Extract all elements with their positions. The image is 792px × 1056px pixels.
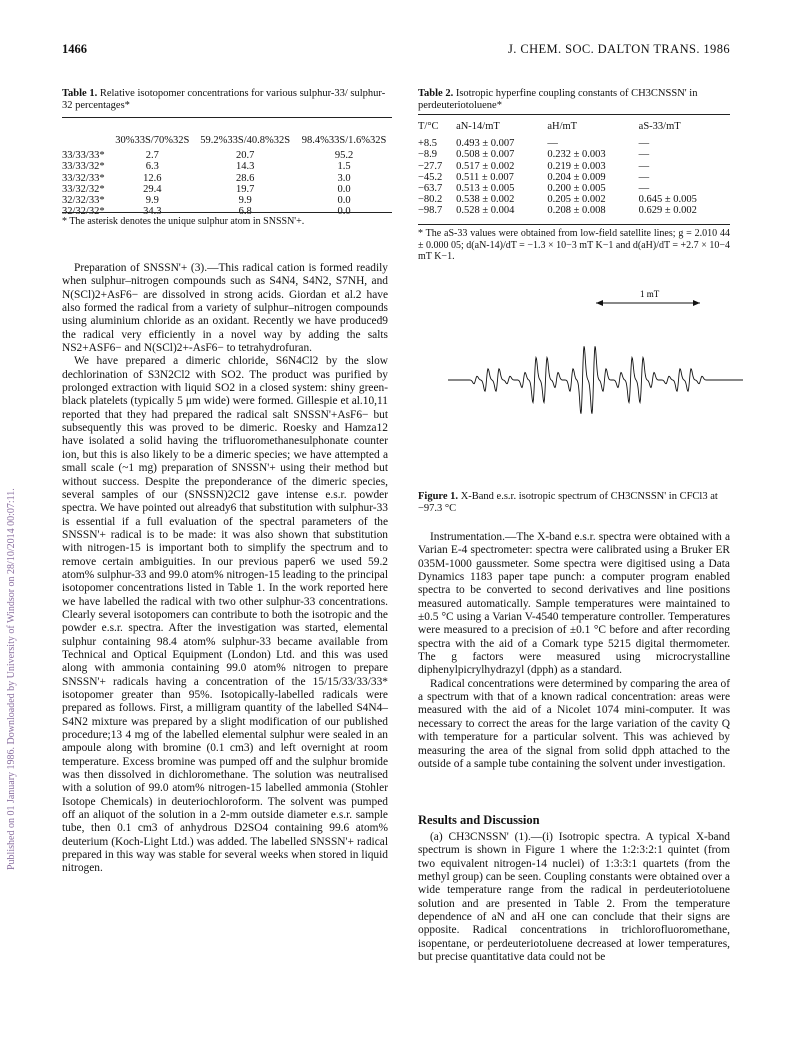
scale-bar-label: 1 mT [640, 289, 660, 299]
table2-cell: 0.538 ± 0.002 [456, 194, 515, 206]
table2-cell: −8.9 [418, 149, 438, 161]
table1-cell: 12.6 [143, 172, 162, 184]
table2-cell: −27.7 [418, 160, 443, 172]
table1-cell: 28.6 [235, 172, 255, 184]
table2-col-header: T/°C [418, 121, 439, 132]
table1-cell: 34.3 [143, 206, 162, 218]
table2-row [418, 205, 730, 216]
table1-cell: 9.9 [145, 195, 159, 207]
table1-cell: 0.0 [337, 183, 351, 195]
table1-col-header: 59.2%33S/40.8%32S [200, 135, 291, 146]
table2-row [418, 161, 730, 172]
download-notice-text: Published on 01 January 1986. Downloaded by University of Windsor on 28/10/2014 00:07:11. [6, 488, 17, 870]
table2-rule-top [418, 114, 730, 115]
dimeric-paragraph: We have prepared a dimeric chloride, S6N4Cl2 by the slow dechlorination of S3N2Cl2 with SO2. The product was purified by prolonged extraction with liquid SO2 in a closed system: shiny green-black platelets (typically 5 μm wide) were formed. Gillespie et al.10,11 reported that they had prepared the radical salt SNSSN'+AsF6− but subsequently this was proved to be dimeric. Roesky and Hamza12 have isolated a solid having the trifluoromethanesulphonate counter ion, but this is also likely to be a dimeric species; we have attempted a small scale (~1 mg) preparation of SNSSN'+ using their method but without success. Despite the preponderance of the dimeric species, several samples of our (SNSSN)2Cl2 gave intense e.s.r. powder spectra. We have pointed out already6 that substitution with sulphur-33 is essential if a full evaluation of the spectral parameters of the SNSSN'+ radical is to be made: it was also shown that substitution with nitrogen-15 is important both to simplify the spectrum and to remove certain ambiguities. In our previous paper6 we used 59.2 atom% sulphur-33 and 99.0 atom% nitrogen-15 leading to the principal isotopomer concentrations listed in Table 1. In the work reported here we have labelled the radical with two other sulphur-33 concentrations. Clearly several isotopomers can contribute to both the isotropic and the powder e.s.r. spectra. After the investigation was started, elemental sulphur containing 98.4 atom% sulphur-33 became available from Technical and Optical Equipment (London) Ltd. and this was used along with ammonia containing 99.0 atom% nitrogen to prepare SNSSN'+ radicals having a concentration of the 15/15/33/33/33* isotopomer greater than 95%. Isotopically-labelled radicals were prepared as follows. First, a milligram quantity of the labelled S4N4–S4N2 mixture was prepared by a slight modification of our published procedure;13 4 mg of the labelled elemental sulphur were sealed in an ampoule along with bromine (0.1 cm3) and left overnight at room temperature. Excess bromine was pumped off and the sulphur bromide was then dissolved in dichloromethane. The solution was neutralised with a solution of 99.0 atom% nitrogen-15 labelled ammonia (Stohler Isotope Chemicals) in deuteriochloroform. The solvent was pumped off an aliquot of the solution in a 2-mm outside diameter e.s.r. sample tube, then 0.1 cm3 of anhydrous D2SO4 containing 99.6 atom% deuterium (Koch-Light Ltd.) was added. The labelled SNSSN'+ radical prepared in this way was stable for several weeks when stored in liquid nitrogen. [62, 355, 388, 875]
scale-bar-arrow-right [693, 300, 700, 306]
table2-cell: — [638, 183, 650, 195]
table1-row [62, 173, 392, 184]
table1-cell: 14.3 [235, 161, 255, 173]
table2-label: Table 2. [418, 88, 454, 99]
left-column [62, 262, 388, 876]
table2-cell: 0.528 ± 0.004 [456, 205, 515, 217]
table2-cell: — [638, 138, 650, 150]
table2-row [418, 149, 730, 160]
table1-rule-bottom [62, 212, 392, 213]
table1-cell: 33/32/33* [62, 172, 105, 184]
table2-cell: — [547, 138, 558, 150]
table2-cell: 0.645 ± 0.005 [638, 194, 697, 206]
table2-cell: — [638, 160, 650, 172]
table2-cell: 0.205 ± 0.002 [547, 194, 606, 206]
figure1-caption-text: X-Band e.s.r. isotropic spectrum of CH3CNSSN' in CFCl3 at −97.3 °C [418, 491, 718, 514]
table2-footnote: * The aS-33 values were obtained from low-field satellite lines; g = 2.010 44 ± 0.000 05; d(aN-14)/dT = −1.3 × 10−3 mT K−1 and d(aH)/dT = +2.7 × 10−4 mT K−1. [418, 228, 730, 262]
table1-cell: 9.9 [238, 195, 252, 207]
table1-row [62, 184, 392, 195]
table1-cell: 3.0 [337, 172, 351, 184]
table1-cell: 6.3 [145, 161, 159, 173]
table2-row [418, 172, 730, 183]
table1-row [62, 150, 392, 161]
figure1-spectrum [418, 285, 748, 485]
radical-concentration-paragraph: Radical concentrations were determined by comparing the area of a spectrum with that of a known radical concentration: areas were measured with the aid of a Nicolet 1074 mini-computer. It was necessary to correct the areas for the large variation of the cavity Q with temperature for a particular solvent. This was achieved by measuring the area of the signal from solid dpph attached to the outside of a sample tube containing the solvent under investigation. [418, 677, 730, 770]
table2-cell: −63.7 [418, 183, 443, 195]
table2-cell: — [638, 171, 650, 183]
table2-caption-text: Isotropic hyperfine coupling constants of CH3CNSSN' in perdeuteriotoluene* [418, 88, 698, 111]
table2-row [418, 194, 730, 205]
preparation-paragraph: Preparation of SNSSN'+ (3).—This radical cation is formed readily when sulphur–nitrogen compounds such as S4N4, S4N2, S7NH, and N(SCl)2+AsF6− are dissolved in strong acids. Giordan et al.2 have also formed the radical from a variety of sulphur–nitrogen compounds using aluminium chloride as an oxidant. Recently we have produced9 the radical very efficiently in a novel way by adding the salts NS2+ASF6− and N(SCl)2+-AsF6− to tetrahydrofuran. [62, 262, 388, 355]
scale-bar-arrow-left [596, 300, 603, 306]
table2-cell: 0.219 ± 0.003 [547, 160, 606, 172]
table1-cell: 0.0 [337, 195, 351, 207]
table1-cell: 2.7 [145, 150, 159, 162]
table2-caption [418, 88, 730, 112]
table2 [418, 121, 730, 217]
table1-caption-text: Relative isotopomer concentrations for various sulphur-33/ sulphur-32 percentages* [62, 88, 386, 111]
results-heading: Results and Discussion [418, 813, 540, 827]
table2-cell: 0.511 ± 0.007 [456, 171, 514, 183]
table2-cell: −45.2 [418, 171, 443, 183]
table1-cell: 1.5 [337, 161, 351, 173]
table2-cell: 0.629 ± 0.002 [638, 205, 697, 217]
instrumentation-paragraph: Instrumentation.—The X-band e.s.r. spectra were obtained with a Varian E-4 spectrometer: spectra were calibrated using a Bruker ER 035M-1000 gaussmeter. Some spectra were digitised using a Data Dynamics 1183 paper tape punch: a computer program enabled spectra to be converted to second derivatives and line positions measured automatically. Sample temperatures were maintained to ±0.5 °C using a Varian V-4540 temperature controller. Temperatures were measured to a precision of ±0.1 °C before and after recording spectra with the aid of a Comark type 5215 digital thermometer. The g factors were measured using microcrystalline diphenylpicrylhydrazyl (dpph) as a standard. [418, 531, 730, 677]
table1-cell: 33/32/32* [62, 183, 105, 195]
table1-cell: 0.0 [337, 206, 351, 218]
table2-row [418, 138, 730, 149]
table1-rule-top [62, 117, 392, 118]
table1-cell: 29.4 [143, 183, 162, 195]
table1-cell: 20.7 [235, 150, 255, 162]
table2-col-header: aN-14/mT [456, 121, 500, 132]
table2-cell: 0.517 ± 0.002 [456, 160, 515, 172]
table1-cell: 33/33/32* [62, 161, 105, 173]
download-notice [4, 150, 22, 890]
table1-footnote: * The asterisk denotes the unique sulphur atom in SNSSN'+. [62, 216, 305, 227]
table1-col-header [62, 135, 110, 150]
table2-rule-bottom [418, 224, 730, 225]
table2-cell: 0.493 ± 0.007 [456, 138, 515, 150]
table2-cell: 0.200 ± 0.005 [547, 183, 606, 195]
page-number: 1466 [62, 42, 87, 56]
table2-cell: 0.204 ± 0.009 [547, 171, 606, 183]
table1-cell: 33/33/33* [62, 150, 105, 162]
table2-row [418, 183, 730, 194]
table2-cell: 0.513 ± 0.005 [456, 183, 515, 195]
right-column [418, 531, 730, 771]
table2-cell: −80.2 [418, 194, 443, 206]
table2-cell: 0.508 ± 0.007 [456, 149, 515, 161]
table2-cell: +8.5 [418, 138, 438, 150]
results-paragraph: (a) CH3CNSSN' (1).—(i) Isotropic spectra. A typical X-band spectrum is shown in Figure 1 where the 1:2:3:2:1 quintet (from two equivalent nitrogen-14 nuclei) of 1:3:3:1 quartets (from the methyl group) can be seen. Coupling constants were obtained over a wide temperature range from the radical in perdeuteriotoluene solution and are presented in Table 2. From the temperature dependence of aN and aH one can conclude that their signs are opposite. Radical concentrations in trichlorofluoromethane, isopentane, or perdeuteriotoluene decreased at lower temperatures, but precise quantitative data could not be [418, 831, 730, 964]
table1-cell: 19.7 [235, 183, 255, 195]
table1-cell: 32/32/32* [62, 206, 105, 218]
table2-col-header: aH/mT [547, 121, 578, 132]
journal-header: J. CHEM. SOC. DALTON TRANS. 1986 [508, 42, 730, 56]
table1-col-header: 30%33S/70%32S [115, 135, 190, 146]
table2-col-header: aS-33/mT [638, 121, 681, 132]
table1 [62, 135, 392, 217]
table1-cell: 32/32/33* [62, 195, 105, 207]
table1-col-header: 98.4%33S/1.6%32S [301, 135, 387, 146]
table1-row [62, 195, 392, 206]
table1-cell: 95.2 [334, 150, 354, 162]
table2-cell: 0.232 ± 0.003 [547, 149, 606, 161]
table1-row [62, 161, 392, 172]
table2-cell: — [638, 149, 650, 161]
table1-cell: 6.8 [238, 206, 252, 218]
table1-label: Table 1. [62, 88, 98, 99]
figure1-caption [418, 491, 730, 515]
figure1-label: Figure 1. [418, 491, 459, 502]
results-column [418, 831, 730, 964]
table1-caption [62, 88, 392, 112]
table2-cell: −98.7 [418, 205, 443, 217]
table2-cell: 0.208 ± 0.008 [547, 205, 606, 217]
esr-trace [448, 346, 743, 413]
